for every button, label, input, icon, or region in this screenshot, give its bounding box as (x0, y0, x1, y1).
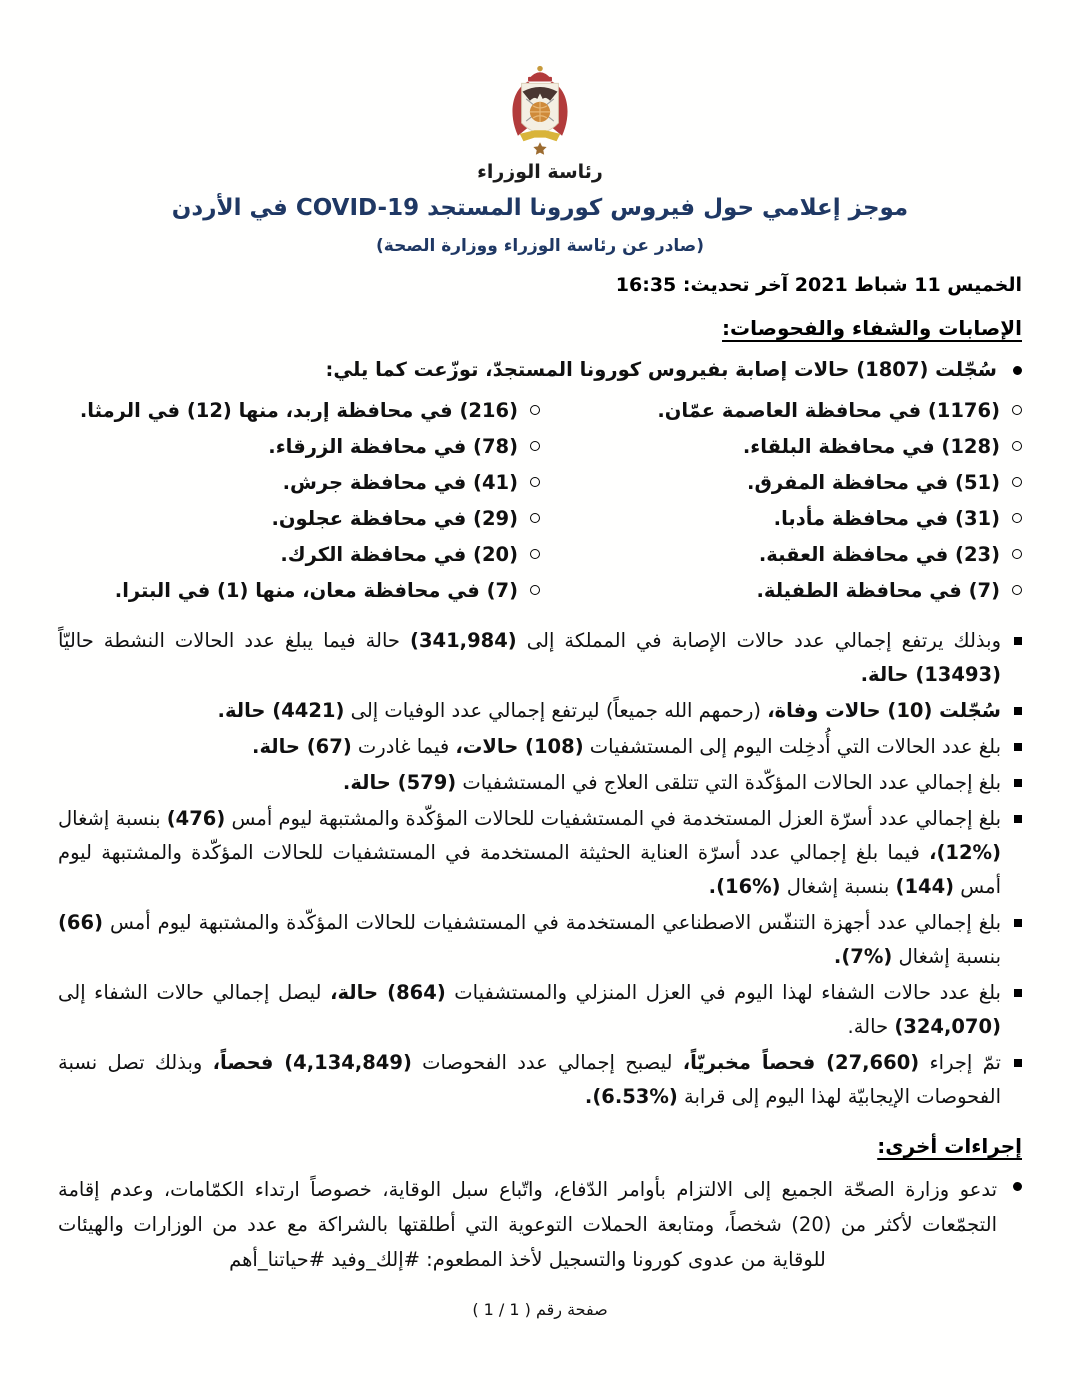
statistic-text: بلغ عدد حالات الشفاء لهذا اليوم في العزل المنزلي والمستشفيات (864) حالة، ليصل إجمالي حالات الشفاء إلى (324,070) حالة. (58, 981, 1001, 1038)
statistic-bullet (58, 802, 1022, 904)
bullet-dot-icon (1013, 366, 1022, 375)
square-bullet-icon (1014, 707, 1022, 715)
governorate-item (58, 397, 540, 424)
governorate-item (540, 469, 1022, 496)
statistic-text: بلغ إجمالي عدد الحالات المؤكّدة التي تتلقى العلاج في المستشفيات (579) حالة. (342, 771, 1001, 794)
circle-bullet-icon (530, 513, 540, 523)
statistics-list (58, 624, 1022, 1114)
coat-of-arms-icon (494, 64, 586, 156)
governorate-item (58, 541, 540, 568)
logo-caption: رئاسة الوزراء (477, 161, 603, 183)
square-bullet-icon (1014, 779, 1022, 787)
statistic-bullet (58, 766, 1022, 800)
square-bullet-icon (1014, 1059, 1022, 1067)
governorate-text: (20) في محافظة الكرك. (280, 543, 518, 566)
governorate-item (58, 505, 540, 532)
other-measures-section (58, 1134, 1022, 1277)
square-bullet-icon (1014, 919, 1022, 927)
circle-bullet-icon (1012, 441, 1022, 451)
document-subtitle: (صادر عن رئاسة الوزراء ووزارة الصحة) (376, 236, 704, 256)
governorate-item (58, 433, 540, 460)
document-header (58, 64, 1022, 296)
date-line: الخميس 11 شباط 2021 آخر تحديث: 16:35 (615, 274, 1022, 296)
governorate-text: (128) في محافظة البلقاء. (742, 435, 1000, 458)
statistic-text: وبذلك يرتفع إجمالي عدد حالات الإصابة في المملكة إلى (341,984) حالة فيما يبلغ عدد الحالات النشطة حاليّاً (13493) حالة. (58, 629, 1001, 686)
statistic-text: بلغ إجمالي عدد أسرّة العزل المستخدمة في المستشفيات للحالات المؤكّدة والمشتبهة ليوم أمس (476) بنسبة إشغال (%12)، فيما بلغ إجمالي عدد أسرّة العناية الحثيثة المستخدمة في المستشفيات للحالات المؤكّدة والمشتبهة ليوم أمس (144) بنسبة إشغال (%16). (58, 807, 1001, 898)
measures-bullet (58, 1172, 1022, 1277)
governorate-text: (78) في محافظة الزرقاء. (268, 435, 518, 458)
governorate-item (540, 505, 1022, 532)
square-bullet-icon (1014, 989, 1022, 997)
governorate-text: (7) في محافظة الطفيلة. (756, 579, 1000, 602)
statistic-bullet (58, 730, 1022, 764)
jordan-coat-of-arms-logo (477, 64, 603, 183)
page-number: صفحة رقم ( 1 / 1 ) (472, 1300, 608, 1319)
statistic-bullet (58, 906, 1022, 974)
circle-bullet-icon (1012, 477, 1022, 487)
governorate-text: (216) في محافظة إربد، منها (12) في الرمثا. (79, 399, 518, 422)
measures-text: تدعو وزارة الصحّة الجميع إلى الالتزام بأوامر الدّفاع، واتّباع سبل الوقاية، خصوصاً ارتداء الكمّامات، وعدم إقامة التجمّعات لأكثر من (20) شخصاً، ومتابعة الحملات التوعوية التي أطلقتها بالشراكة مع عدد من الوزارات والهيئات للوقاية من عدوى كورونا والتسجيل لأخذ المطعوم: #إلك_وفيد #حياتنا_أهم (58, 1178, 997, 1271)
statistic-bullet (58, 624, 1022, 692)
governorate-item (540, 541, 1022, 568)
governorate-text: (51) في محافظة المفرق. (747, 471, 1000, 494)
governorate-item (540, 577, 1022, 604)
circle-bullet-icon (1012, 405, 1022, 415)
circle-bullet-icon (1012, 585, 1022, 595)
section-heading-other-measures: إجراءات أخرى: (877, 1134, 1022, 1158)
circle-bullet-icon (530, 441, 540, 451)
governorate-text: (1176) في محافظة العاصمة عمّان. (657, 399, 1000, 422)
statistic-bullet (58, 694, 1022, 728)
governorate-text: (41) في محافظة جرش. (282, 471, 518, 494)
page-footer (0, 1300, 1080, 1319)
governorate-item (58, 469, 540, 496)
square-bullet-icon (1014, 815, 1022, 823)
circle-bullet-icon (530, 477, 540, 487)
square-bullet-icon (1014, 743, 1022, 751)
governorate-text: (23) في محافظة العقبة. (758, 543, 1000, 566)
statistic-text: بلغ عدد الحالات التي أُدخِلت اليوم إلى المستشفيات (108) حالات، فيما غادرت (67) حالة. (252, 735, 1001, 758)
document-title: موجز إعلامي حول فيروس كورونا المستجد COVID-19 في الأردن (171, 195, 909, 221)
governorate-item (540, 433, 1022, 460)
section-heading-infections: الإصابات والشفاء والفحوصات: (722, 316, 1022, 340)
governorate-text: (31) في محافظة مأدبا. (773, 507, 1000, 530)
statistic-text: تمّ إجراء (27,660) فحصاً مخبريّاً، ليصبح إجمالي عدد الفحوصات (4,134,849) فحصاً، وبذلك تصل نسبة الفحوصات الإيجابيّة لهذا اليوم إلى قرابة (%6.53). (58, 1051, 1001, 1108)
bullet-dot-icon (1013, 1182, 1022, 1191)
statistic-bullet (58, 976, 1022, 1044)
circle-bullet-icon (530, 549, 540, 559)
square-bullet-icon (1014, 637, 1022, 645)
intro-bullet (58, 356, 1022, 383)
governorate-distribution-list (58, 397, 1022, 604)
statistic-text: سُجّلت (10) حالات وفاة، (رحمهم الله جميعاً) ليرتفع إجمالي عدد الوفيات إلى (4421) حالة. (217, 699, 1001, 722)
circle-bullet-icon (1012, 549, 1022, 559)
governorate-text: (29) في محافظة عجلون. (271, 507, 518, 530)
intro-text: سُجّلت (1807) حالات إصابة بفيروس كورونا المستجدّ، توزّعت كما يلي: (325, 358, 997, 381)
governorate-text: (7) في محافظة معان، منها (1) في البترا. (114, 579, 518, 602)
circle-bullet-icon (530, 585, 540, 595)
statistic-bullet (58, 1046, 1022, 1114)
statistic-text: بلغ إجمالي عدد أجهزة التنفّس الاصطناعي المستخدمة في المستشفيات للحالات المؤكّدة والمشتبهة ليوم أمس (66) بنسبة إشغال (%7). (58, 911, 1001, 968)
governorate-item (540, 397, 1022, 424)
circle-bullet-icon (1012, 513, 1022, 523)
governorate-item (58, 577, 540, 604)
circle-bullet-icon (530, 405, 540, 415)
infections-section (58, 316, 1022, 1114)
